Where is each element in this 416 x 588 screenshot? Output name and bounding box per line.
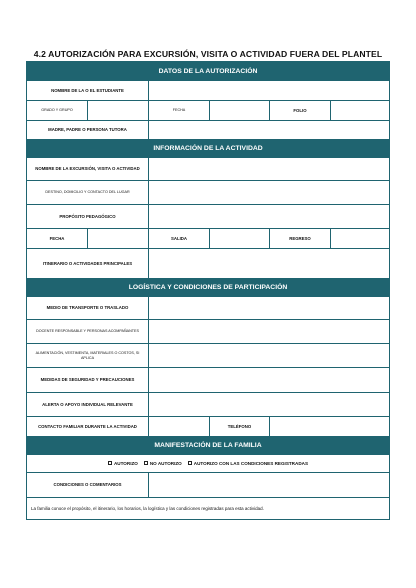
checkbox-autorizo-condiciones[interactable] [188, 461, 192, 465]
row-medio-transporte [27, 296, 389, 319]
field-medio-transporte[interactable] [148, 297, 389, 319]
label-nombre-estudiante: NOMBRE DE LA O EL ESTUDIANTE [27, 81, 148, 100]
field-condiciones[interactable] [148, 473, 389, 497]
label-medio-transporte: MEDIO DE TRANSPORTE O TRASLADO [27, 297, 148, 319]
section-header-logistica: LOGÍSTICA Y CONDICIONES DE PARTICIPACIÓN [27, 278, 389, 296]
family-statement-note: La familia conoce el propósito, el itinerario, los horarios, la logística y las condiciones registradas para esta actividad. [31, 505, 264, 511]
row-nombre-excursion [27, 157, 389, 180]
field-contacto[interactable] [148, 417, 209, 436]
section-header-informacion: INFORMACIÓN DE LA ACTIVIDAD [27, 139, 389, 157]
label-grado-grupo: GRADO Y GRUPO [27, 101, 87, 120]
label-madre-padre: MADRE, PADRE O PERSONA TUTORA [27, 121, 148, 139]
row-condiciones [27, 472, 389, 497]
option-no-autorizo-label: NO AUTORIZO [149, 460, 182, 466]
label-itinerario: ITINERARIO O ACTIVIDADES PRINCIPALES [27, 249, 148, 278]
field-alerta[interactable] [148, 393, 389, 416]
field-nombre-excursion[interactable] [148, 158, 389, 180]
row-proposito [27, 204, 389, 228]
row-destino [27, 180, 389, 204]
field-fecha-actividad[interactable] [87, 229, 148, 248]
option-autorizo-condiciones[interactable] [188, 461, 308, 467]
field-docente[interactable] [148, 320, 389, 343]
label-alimentacion: ALIMENTACIÓN, VESTIMENTA, MATERIALES O COSTOS, SI APLICA [27, 344, 148, 367]
option-autorizo-label: AUTORIZO [113, 460, 138, 466]
label-folio: FOLIO [269, 101, 330, 120]
row-docente [27, 319, 389, 343]
field-seguridad[interactable] [148, 368, 389, 392]
row-nota [27, 497, 389, 519]
label-regreso: REGRESO [269, 229, 330, 248]
field-madre-padre[interactable] [148, 121, 389, 139]
row-opciones [27, 454, 389, 472]
row-seguridad [27, 367, 389, 392]
field-destino[interactable] [148, 181, 389, 204]
field-folio[interactable] [330, 101, 389, 120]
field-fecha[interactable] [209, 101, 269, 120]
label-fecha: FECHA [148, 101, 209, 120]
section-header-manifestacion: MANIFESTACIÓN DE LA FAMILIA [27, 436, 389, 454]
authorization-form [26, 61, 390, 520]
label-seguridad: MEDIDAS DE SEGURIDAD Y PRECAUCIONES [27, 368, 148, 392]
section-header-datos: DATOS DE LA AUTORIZACIÓN [27, 62, 389, 80]
label-salida: SALIDA [148, 229, 209, 248]
label-fecha-actividad: FECHA [27, 229, 87, 248]
row-alerta [27, 392, 389, 416]
field-alimentacion[interactable] [148, 344, 389, 367]
row-fecha-salida-regreso [27, 228, 389, 248]
label-contacto: CONTACTO FAMILIAR DURANTE LA ACTIVIDAD [27, 417, 148, 436]
field-itinerario[interactable] [148, 249, 389, 278]
checkbox-autorizo[interactable] [108, 461, 112, 465]
option-no-autorizo[interactable] [144, 461, 182, 467]
field-grado-grupo[interactable] [87, 101, 148, 120]
field-telefono[interactable] [269, 417, 389, 436]
page-title: 4.2 AUTORIZACIÓN PARA EXCURSIÓN, VISITA O ACTIVIDAD FUERA DEL PLANTEL [33, 49, 383, 59]
label-docente: DOCENTE RESPONSABLE Y PERSONAS ACOMPAÑANTES [27, 320, 148, 343]
label-condiciones: CONDICIONES O COMENTARIOS [27, 473, 148, 497]
option-autorizo[interactable] [108, 461, 138, 467]
authorization-options [27, 455, 389, 472]
checkbox-no-autorizo[interactable] [144, 461, 148, 465]
label-nombre-excursion: NOMBRE DE LA EXCURSIÓN, VISITA O ACTIVIDAD [27, 158, 148, 180]
label-alerta: ALERTA O APOYO INDIVIDUAL RELEVANTE [27, 393, 148, 416]
field-nombre-estudiante[interactable] [148, 81, 389, 100]
option-autorizo-condiciones-label: AUTORIZO CON LAS CONDICIONES REGISTRADAS [193, 460, 309, 466]
row-madre-padre [27, 120, 389, 139]
row-nombre-estudiante [27, 80, 389, 100]
field-salida[interactable] [209, 229, 269, 248]
row-contacto [27, 416, 389, 436]
row-grado-fecha-folio [27, 100, 389, 120]
row-alimentacion [27, 343, 389, 367]
field-proposito[interactable] [148, 205, 389, 228]
label-proposito: PROPÓSITO PEDAGÓGICO [27, 205, 148, 228]
label-telefono: TELÉFONO [209, 417, 269, 436]
field-regreso[interactable] [330, 229, 389, 248]
row-itinerario [27, 248, 389, 278]
label-destino: DESTINO, DOMICILIO Y CONTACTO DEL LUGAR [27, 181, 148, 204]
